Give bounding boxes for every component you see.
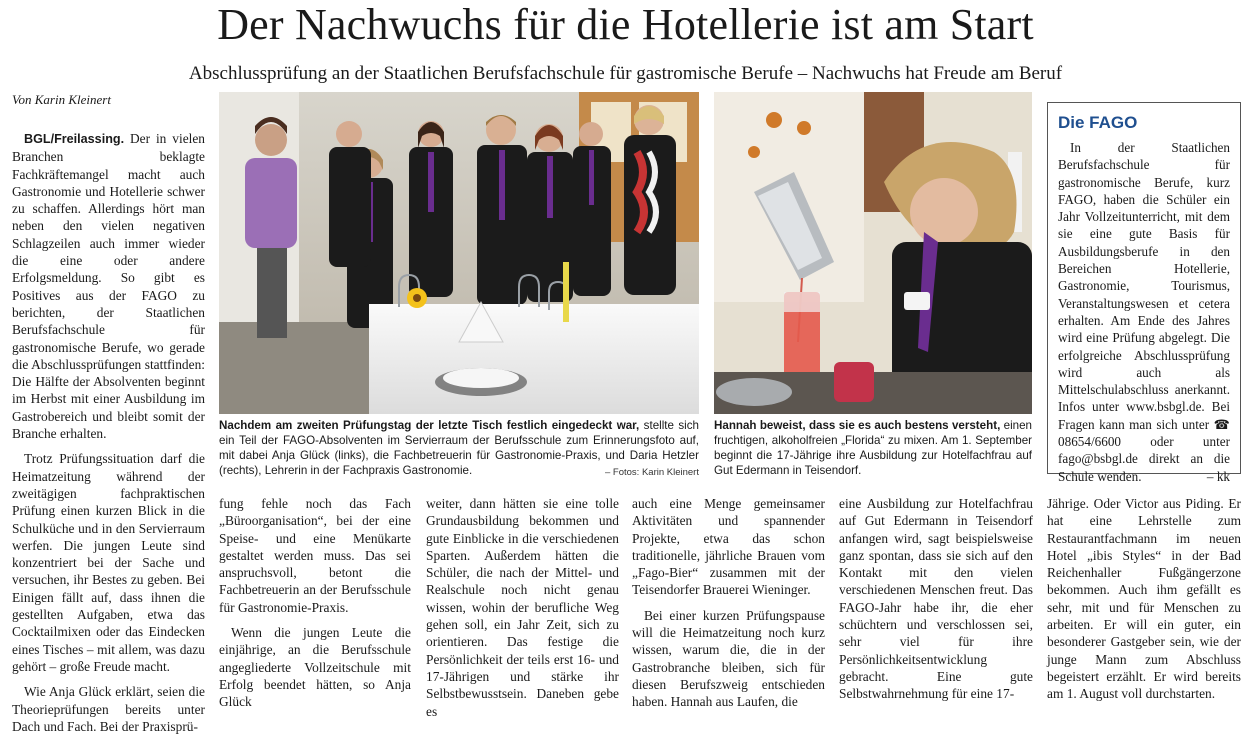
caption-lead: Nachdem am zweiten Prüfungstag der letzte Tisch festlich eingedeckt war, — [219, 419, 640, 432]
info-box-title: Die FAGO — [1058, 113, 1138, 132]
photo-credit: – Fotos: Karin Kleinert — [605, 467, 699, 478]
paragraph: Jährige. Oder Victor aus Piding. Er hat eine Lehrstelle zum Restaurantfachmann im neuen Hotel „ibis Styles“ in der Bad Reichenhaller Fußgängerzone bekommen. Auch ihm gefällt es sehr, mit und für Menschen zu arbeiten. Er will ein guter, ein besonderer Gastgeber sein, wie der junge Mann zum Abschluss begeistert erzählt. Er wird bereits am 1. August voll durchstarten. — [1047, 496, 1241, 702]
article-column-4 — [632, 495, 825, 710]
paragraph: auch eine Menge gemeinsamer Aktivitäten und spannender Projekte, etwa das schon traditionelle, jährliche Brauen vom „Fago-Bier“ zusammen mit der Teisendorfer Brauerei Wieninger. — [632, 496, 825, 598]
caption-text: einen fruchtigen, alkoholfreien „Florida“ zu mixen. Am 1. September beginnt die 17-Jährige ihre Ausbildung zur Hotelfachfrau auf Gut Edermann in Teisendorf. — [714, 419, 1033, 477]
group-photo-image — [219, 92, 699, 414]
paragraph-text: Der in vielen Branchen beklagte Fachkräftemangel macht auch Gastronomie und Hotellerie schwer zu schaffen. Allerdings hört man neben den vielen negativen Schlagzeilen auch immer wieder die eine oder andere Erfolgsmeldung. So gibt es Positives aus der FAGO zu berichten, der Staatlichen Berufsfachschule für gastronomische Berufe, wo gerade die Abschlussprüfungen stattfinden: Die Hälfte der Absolventen beginnt im Herbst mit einer Ausbildung im Gastrobereich und bleibt somit der Branche erhalten. — [12, 131, 205, 442]
info-box-signature: – kk — [1206, 468, 1230, 484]
article-column-3 — [426, 495, 619, 719]
subheadline: Abschlussprüfung an der Staatlichen Berufsfachschule für gastromische Berufe – Nachwuchs hat Freude am Beruf — [188, 63, 1063, 84]
headline: Der Nachwuchs für die Hotellerie ist am Start — [217, 0, 1034, 49]
cocktail-photo-image — [714, 92, 1032, 414]
dateline: BGL/Freilassing. — [24, 132, 125, 146]
paragraph: weiter, dann hätten sie eine tolle Grundausbildung bekommen und gute Einblicke in die verschiedenen Sparten. Außerdem hätten die Schüler, die nach der Mittel- und Realschule noch nicht genau wissen, wohin der berufliche Weg gehen soll, ein Jahr Zeit, sich zu orientieren. Das festige die Persönlichkeit der teils erst 16- und 17-Jährigen und stärke ihr Selbstbewusstsein. Daneben gebe es — [426, 496, 619, 719]
paragraph: Bei einer kurzen Prüfungspause will die Heimatzeitung noch kurz wissen, warum die, die in der Gastrobranche bleiben, sich für diesen Berufszweig entschieden haben. Hannah aus Laufen, die — [632, 607, 825, 710]
paragraph: Wie Anja Glück erklärt, seien die Theorieprüfungen bereits unter Dach und Fach. Bei der Praxisprü- — [12, 684, 205, 734]
group-photo — [219, 92, 699, 414]
caption-text: stellte sich ein Teil der FAGO-Absolventen im Servierraum der Berufsschule zum Erinnerungsfoto auf, mit dabei Anja Glück (links), die Fachbetreuerin für Gastronomie-Praxis, und Daria Hetzler (rechts), Lehrerin in der Fachpraxis Gastronomie. — [219, 419, 699, 477]
fago-info-box — [1047, 102, 1241, 484]
caption-lead: Hannah beweist, dass sie es auch bestens versteht, — [714, 419, 1001, 432]
paragraph — [12, 130, 205, 442]
cocktail-photo — [714, 92, 1032, 414]
paragraph: fung fehle noch das Fach „Büroorganisation“, bei der eine Speise- und eine Menükarte gestaltet werden muss. Das sei anspruchsvoll, betont die Fachbetreuerin an der Berufsschule für Gastronomie-Praxis. — [219, 496, 411, 615]
article-column-2 — [219, 495, 411, 710]
info-box-body: In der Staatlichen Berufsfachschule für gastronomische Berufe, kurz FAGO, haben die Schüler ein Jahr Vollzeitunterricht, mit dem sie eine gute Basis für Ausbildungsberufe in den Bereichen Hotellerie, Gastronomie, Tourismus, Veranstaltungswesen et cetera erhalten. Am Ende des Jahres wird eine Prüfung abgelegt. Die erfolgreiche Abschlussprüfung wird auch als Mittelschulabschluss anerkannt. Infos unter www.bsbgl.de. Bei Fragen kann man sich unter ☎ 08654/6600 oder unter fago@bsbgl.de direkt an die Schule wenden. — [1058, 140, 1230, 484]
byline: Von Karin Kleinert — [12, 92, 111, 107]
paragraph: eine Ausbildung zur Hotelfachfrau auf Gut Edermann in Teisendorf anfangen wird, sagt beispielsweise ganz spontan, dass sie sich auf den Kontakt mit den vielen verschiedenen Menschen freut. Das FAGO-Jahr habe ihr, die eher schüchtern und verschlossen sei, sehr viel für ihre Persönlichkeitsentwicklung gebracht. Eine gute Selbstwahrnehmung für eine 17- — [839, 496, 1033, 702]
group-photo-caption — [219, 418, 699, 480]
article-column-5 — [839, 495, 1033, 702]
paragraph: Wenn die jungen Leute die einjährige, an die Berufsschule angegliederte Vollzeitschule mit Erfolg beendet hätten, so Anja Glück — [219, 625, 411, 710]
paragraph: Trotz Prüfungssituation darf die Heimatzeitung während der zweitägigen fachpraktischen Prüfung einen kurzen Blick in die Schulküche und in den Servierraum werfen. Die jungen Leute sind konzentriert bei der Sache und versuchen, ihr Bestes zu geben. Bei Einigen fällt auf, dass ihnen die gestellten Aufgaben, etwa das Cocktailmixen oder das Eindecken eines Tisches – mit allem, was dazu gehört – große Freude macht. — [12, 451, 205, 674]
article-column-1 — [12, 130, 205, 734]
info-box-text — [1058, 139, 1230, 485]
article-column-6 — [1047, 495, 1241, 702]
cocktail-photo-caption — [714, 418, 1032, 480]
